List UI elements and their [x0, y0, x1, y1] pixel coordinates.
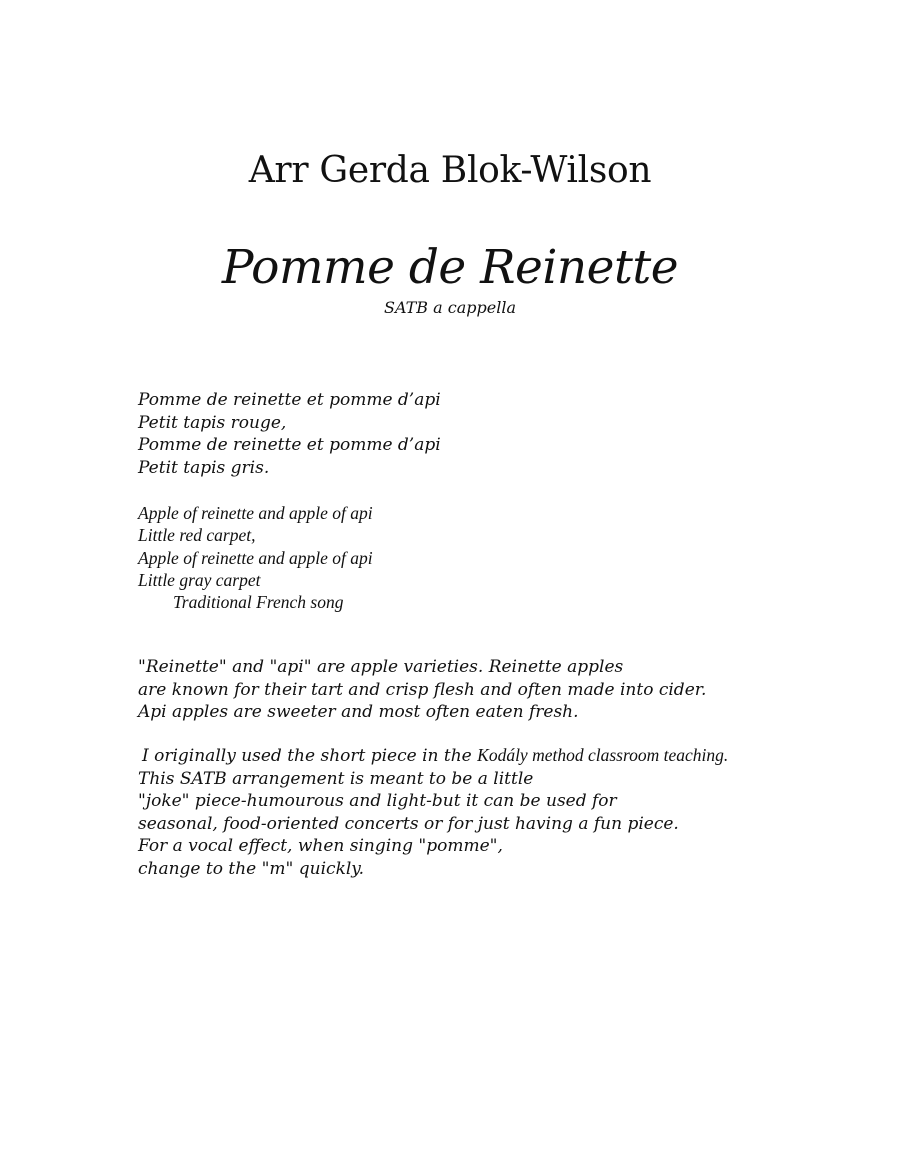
english-lyric-line: Apple of reinette and apple of api: [138, 503, 373, 523]
apple-notes: [138, 656, 706, 724]
comment-first-line-end: Kodály method classroom teaching.: [477, 745, 729, 765]
french-lyric-line: Pomme de reinette et pomme d’api: [138, 435, 441, 455]
english-lyric-line: Little red carpet,: [138, 525, 256, 546]
comment-line: "joke" piece-humourous and light-but it can be used for: [138, 791, 617, 811]
english-lyric-line: Little gray carpet: [138, 569, 261, 590]
arranger-comments: [138, 744, 728, 880]
page-subtitle: SATB a cappella: [383, 298, 516, 317]
comment-line: This SATB arrangement is meant to be a little: [138, 768, 534, 789]
comment-first-line-start: I originally used the short piece in the: [142, 746, 478, 766]
song-source: Traditional French song: [173, 592, 344, 613]
comment-first-line: [138, 744, 728, 768]
comment-line: For a vocal effect, when singing "pomme",: [138, 836, 503, 856]
french-lyric-line: Petit tapis gris.: [138, 457, 270, 478]
french-lyric-line: Pomme de reinette et pomme d’api: [138, 390, 441, 410]
arranger-heading: Arr Gerda Blok-Wilson: [248, 150, 652, 191]
note-line: Api apples are sweeter and most often eaten fresh.: [138, 702, 579, 722]
comment-line: seasonal, food-oriented concerts or for just having a fun piece.: [138, 813, 679, 834]
english-translation: [138, 502, 373, 613]
note-line: "Reinette" and "api" are apple varieties. Reinette apples: [138, 657, 624, 677]
french-lyrics: [138, 389, 441, 479]
english-lyric-line: Apple of reinette and apple of api: [138, 547, 373, 568]
note-line: are known for their tart and crisp flesh and often made into cider.: [138, 679, 707, 700]
comment-line: change to the "m" quickly.: [138, 858, 365, 879]
page-title: Pomme de Reinette: [221, 240, 679, 295]
french-lyric-line: Petit tapis rouge,: [138, 412, 287, 433]
